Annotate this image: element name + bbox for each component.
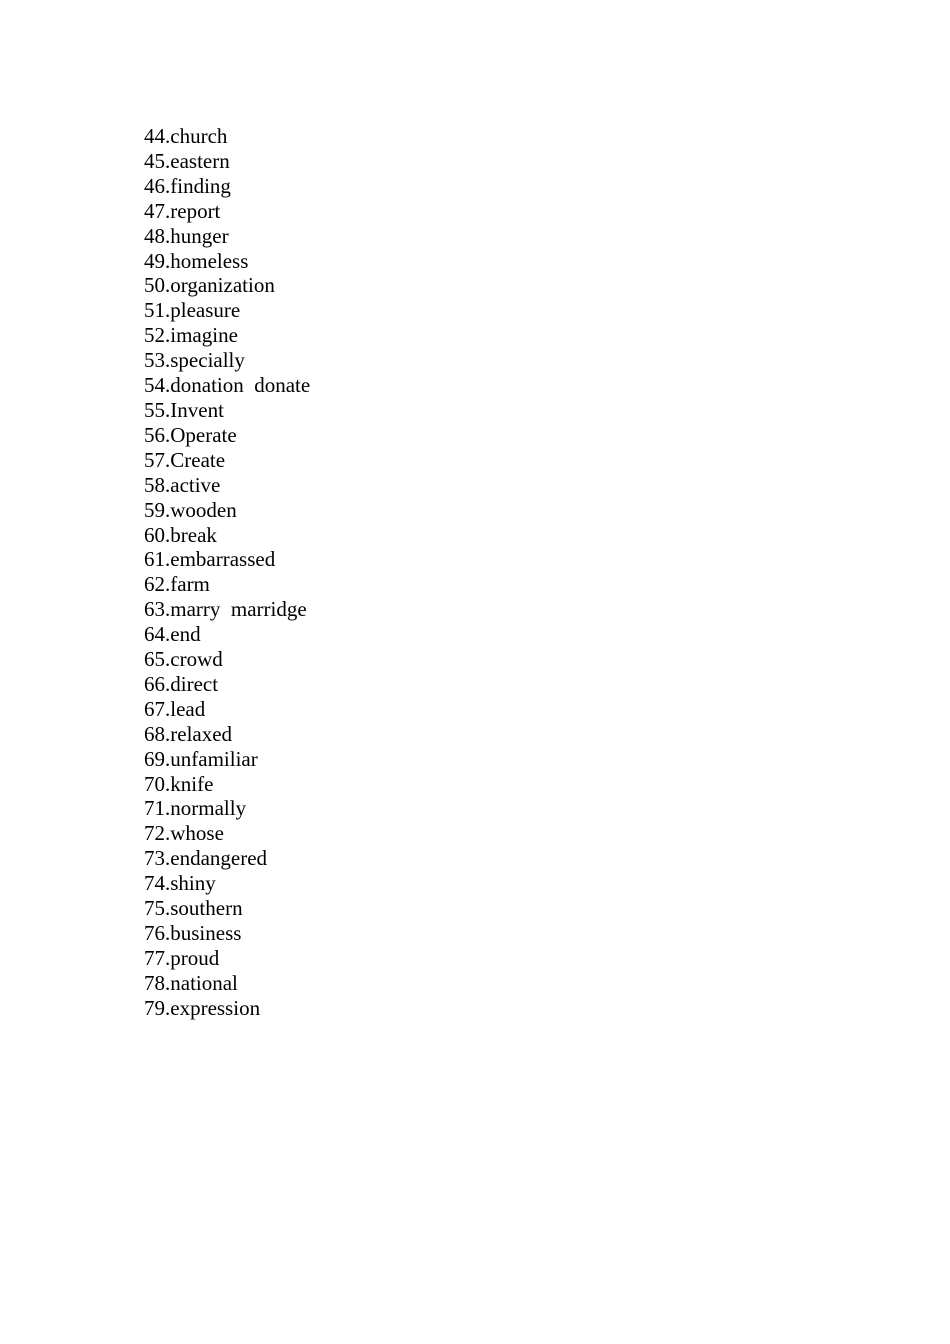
list-item: 77.proud — [144, 945, 220, 970]
list-item: 48.hunger — [144, 223, 229, 248]
list-item: 59.wooden — [144, 497, 237, 522]
list-item: 47.report — [144, 198, 221, 223]
list-item: 57.Create — [144, 447, 226, 472]
list-item: 68.relaxed — [144, 721, 233, 746]
list-item: 75.southern — [144, 896, 243, 921]
list-item: 64.end — [144, 622, 201, 647]
list-item: 60.break — [144, 522, 217, 547]
list-item: 56.Operate — [144, 422, 237, 447]
list-item: 63.marry marridge — [144, 597, 307, 622]
list-item: 72.whose — [144, 821, 224, 846]
list-item: 52.imagine — [144, 323, 238, 348]
list-item: 51.pleasure — [144, 298, 241, 323]
list-item: 66.direct — [144, 671, 219, 696]
list-item: 70.knife — [144, 771, 214, 796]
list-item: 44.church — [144, 124, 228, 148]
list-item: 79.expression — [144, 995, 261, 1020]
list-item: 62.farm — [144, 572, 210, 597]
list-item: 67.lead — [144, 696, 206, 721]
list-item: 49.homeless — [144, 248, 249, 273]
list-item: 76.business — [144, 921, 242, 945]
list-item: 54.donation donate — [144, 373, 311, 398]
list-item: 78.national — [144, 970, 238, 995]
answer-list — [144, 124, 310, 1021]
list-item: 65.crowd — [144, 647, 223, 672]
list-item: 50.organization — [144, 273, 275, 298]
list-item: 55.Invent — [144, 397, 224, 422]
list-item: 73.endangered — [144, 846, 268, 871]
list-item: 61.embarrassed — [144, 547, 276, 572]
list-item: 53.specially — [144, 348, 245, 373]
list-item: 74.shiny — [144, 871, 216, 896]
list-item: 69.unfamiliar — [144, 746, 258, 771]
list-item: 58.active — [144, 472, 221, 497]
list-item: 71.normally — [144, 796, 247, 821]
list-item: 45.eastern — [144, 148, 230, 173]
list-item: 46.finding — [144, 173, 231, 198]
